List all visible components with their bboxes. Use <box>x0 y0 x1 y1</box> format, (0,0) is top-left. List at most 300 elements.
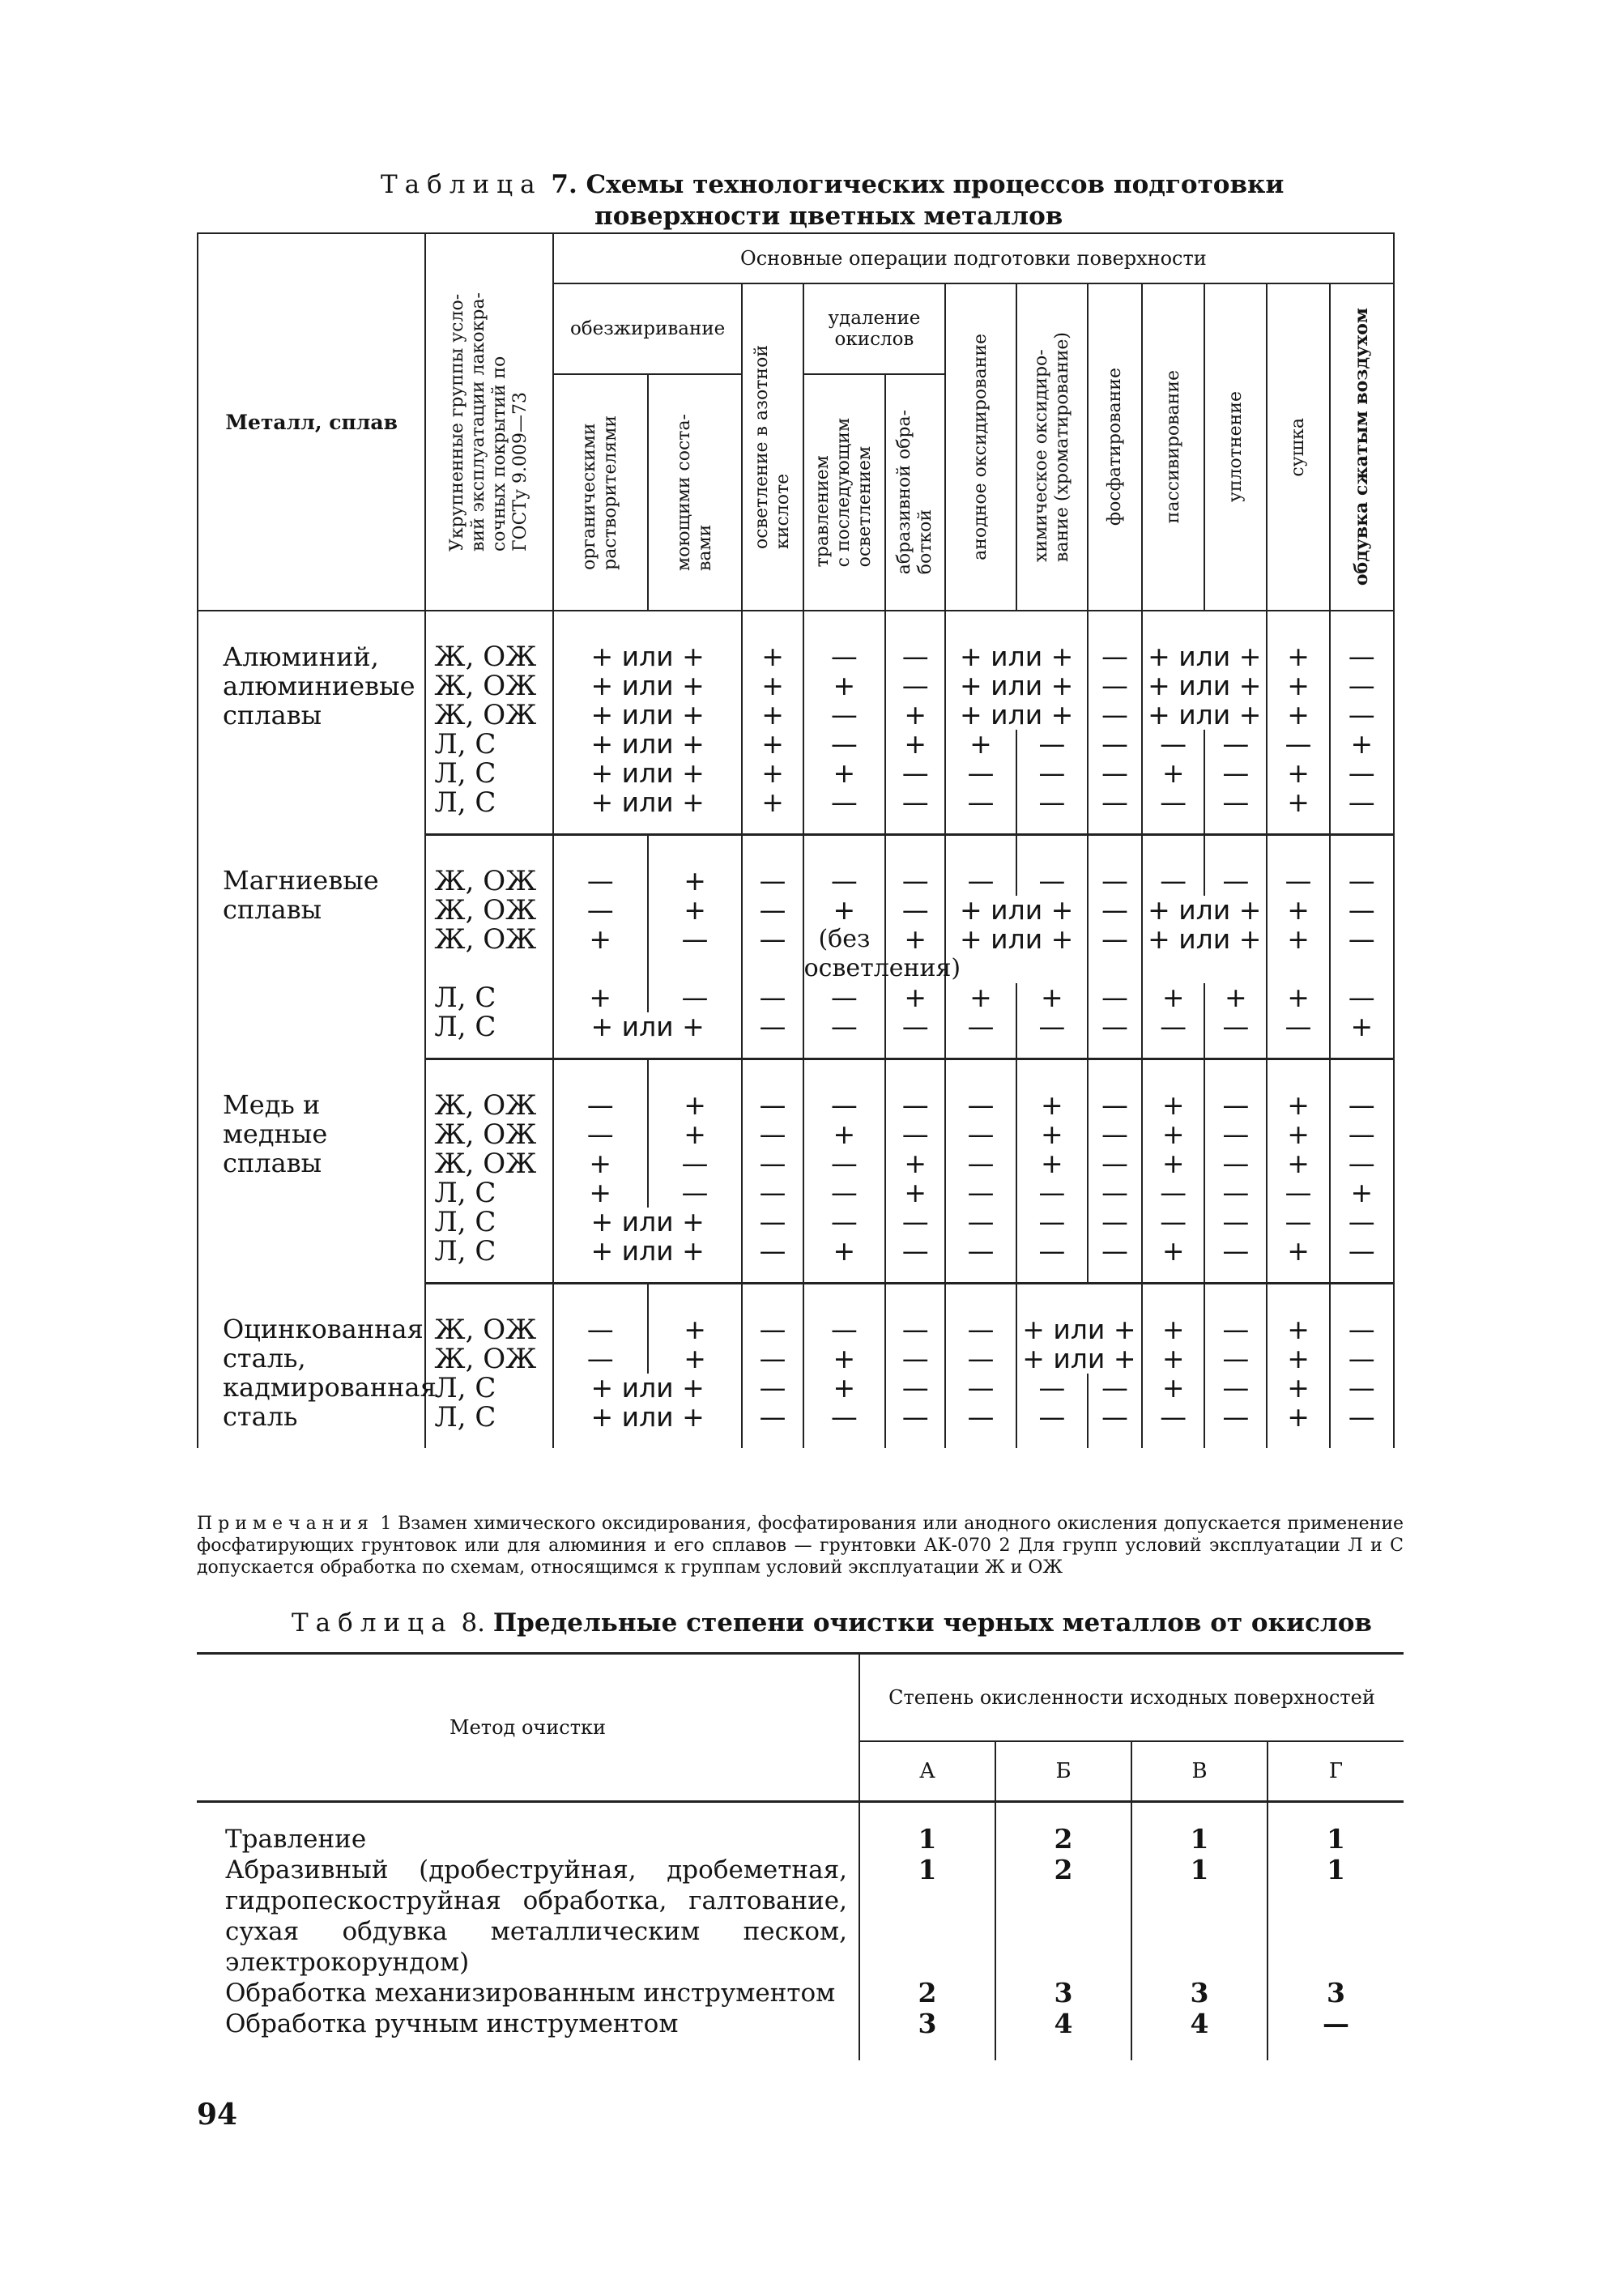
phosphate-cell: — <box>1088 925 1142 983</box>
pickling-cell: + <box>803 671 886 701</box>
blowing-cell: — <box>1330 983 1394 1012</box>
washing-cell: + <box>648 1284 743 1345</box>
value-cell: 2 <box>1054 1854 1073 1885</box>
pickling-cell: — <box>803 730 886 759</box>
passivation-cell: + <box>1142 1344 1204 1374</box>
anodic-cell: — <box>945 1237 1016 1284</box>
sealing-cell: — <box>1204 1012 1267 1059</box>
degrease-cell: + или + <box>553 1403 743 1448</box>
nitric-cell: — <box>742 1403 803 1448</box>
table7-title-prefix: Таблица <box>381 170 543 199</box>
blowing-cell: + <box>1330 730 1394 759</box>
sealing-cell: — <box>1204 730 1267 759</box>
organic-cell: + <box>553 983 648 1012</box>
group-cell: Ж, ОЖ <box>425 1120 552 1149</box>
table7-notes <box>197 1513 1404 1578</box>
col-organic-header <box>553 374 648 611</box>
chemical-cell: + <box>1016 1120 1088 1149</box>
table7-title-line2: поверхности цветных металлов <box>594 202 1063 231</box>
washing-cell: + <box>648 1344 743 1374</box>
col-phosphate-header <box>1088 283 1142 611</box>
col-abrasive-header <box>885 374 945 611</box>
chemical-cell: + <box>1016 1059 1088 1121</box>
sealing-cell: — <box>1204 1120 1267 1149</box>
value-cell: 3 <box>1054 1977 1073 2008</box>
abrasive-cell: — <box>885 896 945 925</box>
degrease-cell: + или + <box>553 611 743 671</box>
blowing-cell: + <box>1330 1178 1394 1208</box>
anodic-chemical-cell: + или + <box>945 925 1088 983</box>
passivation-cell: — <box>1142 1208 1204 1237</box>
anodic-cell: — <box>945 1344 1016 1374</box>
table-row <box>198 611 1394 671</box>
method-name: Обработка ручным инструментом <box>225 2009 679 2038</box>
abrasive-cell: + <box>885 701 945 730</box>
chemical-phosphate-cell: + или + <box>1016 1284 1142 1345</box>
pickling-cell: — <box>803 701 886 730</box>
abrasive-cell: — <box>885 1344 945 1374</box>
sealing-cell: — <box>1204 788 1267 835</box>
table7-title <box>381 168 1285 232</box>
value-cell: 4 <box>1190 2008 1209 2039</box>
anodic-cell: — <box>945 1403 1016 1448</box>
anodic-cell: — <box>945 1120 1016 1149</box>
pickling-cell: (без осветления) <box>803 925 961 982</box>
degrease-cell: + или + <box>553 1208 743 1237</box>
anodic-chemical-cell: + или + <box>945 896 1088 925</box>
passivation-cell: — <box>1142 1012 1204 1059</box>
drying-cell: + <box>1267 983 1329 1012</box>
phosphate-cell: — <box>1088 1059 1142 1121</box>
passivation-cell: + <box>1142 1120 1204 1149</box>
value-cell: 1 <box>1327 1823 1345 1855</box>
passivation-cell: — <box>1142 730 1204 759</box>
passivation-cell: — <box>1142 835 1204 897</box>
organic-cell: — <box>553 1344 648 1374</box>
passivation-cell: + <box>1142 759 1204 788</box>
group-cell: Л, С <box>425 759 552 788</box>
abrasive-cell: — <box>885 1059 945 1121</box>
degrease-cell: + или + <box>553 759 743 788</box>
abrasive-cell: — <box>885 1403 945 1448</box>
col-b-values <box>995 1802 1131 2061</box>
passivation-cell: — <box>1142 788 1204 835</box>
anodic-cell: — <box>945 1149 1016 1178</box>
value-cell: 3 <box>1190 1977 1209 2008</box>
page-number: 94 <box>197 2098 238 2132</box>
metal-name: Магниевые сплавы <box>198 835 425 1059</box>
abrasive-cell: — <box>885 1208 945 1237</box>
blowing-cell: — <box>1330 1344 1394 1374</box>
table8-title-text: Предельные степени очистки черных металлов от окислов <box>492 1608 1372 1638</box>
col-letter-g: Г <box>1268 1741 1404 1802</box>
phosphate-cell: — <box>1088 788 1142 835</box>
abrasive-cell: — <box>885 671 945 701</box>
col-groups-label: Укрупненные группы усло- вий эксплуатации лакокра- сочных покрытий по ГОСТу 9.009—73 <box>447 292 531 552</box>
table7-title-line1: 7. Схемы технологических процессов подготовки <box>551 170 1285 199</box>
pickling-cell: — <box>803 835 886 897</box>
drying-cell: — <box>1267 1012 1329 1059</box>
chemical-cell: — <box>1016 1178 1088 1208</box>
group-cell: Л, С <box>425 1178 552 1208</box>
col-degree-header: Степень окисленности исходных поверхностей <box>859 1654 1404 1741</box>
group-cell: Л, С <box>425 1012 552 1059</box>
abrasive-cell: — <box>885 788 945 835</box>
phosphate-cell: — <box>1088 1237 1142 1284</box>
nitric-cell: — <box>742 1284 803 1345</box>
washing-cell: + <box>648 1059 743 1121</box>
pickling-cell: — <box>803 1284 886 1345</box>
nitric-cell: + <box>742 701 803 730</box>
col-drying-label: сушка <box>1288 417 1309 477</box>
pickling-cell: + <box>803 1120 886 1149</box>
pickling-cell: — <box>803 1059 886 1121</box>
phosphate-cell: — <box>1088 1012 1142 1059</box>
anodic-cell: — <box>945 1374 1016 1403</box>
passivation-cell: + <box>1142 1284 1204 1345</box>
passivation-sealing-cell: + или + <box>1142 925 1267 983</box>
organic-cell: — <box>553 896 648 925</box>
group-cell: Л, С <box>425 730 552 759</box>
degrease-cell: + или + <box>553 701 743 730</box>
phosphate-cell: — <box>1088 896 1142 925</box>
value-cell: 3 <box>918 2008 937 2039</box>
drying-cell: + <box>1267 671 1329 701</box>
anodic-cell: — <box>945 835 1016 897</box>
value-cell: 4 <box>1054 2008 1073 2039</box>
chemical-cell: — <box>1016 835 1088 897</box>
degrease-cell: + или + <box>553 671 743 701</box>
passivation-cell: + <box>1142 983 1204 1012</box>
nitric-cell: + <box>742 759 803 788</box>
organic-cell: — <box>553 1059 648 1121</box>
group-cell: Ж, ОЖ <box>425 925 552 983</box>
blowing-cell: + <box>1330 1012 1394 1059</box>
col-letter-b: Б <box>995 1741 1131 1802</box>
passivation-cell: + <box>1142 1237 1204 1284</box>
abrasive-cell: + <box>885 1178 945 1208</box>
col-metal-header: Металл, сплав <box>198 233 425 611</box>
abrasive-cell: — <box>885 611 945 671</box>
passivation-sealing-cell: + или + <box>1142 896 1267 925</box>
abrasive-cell: — <box>885 1120 945 1149</box>
blowing-cell: — <box>1330 1374 1394 1403</box>
nitric-cell: — <box>742 1120 803 1149</box>
sealing-cell: — <box>1204 1374 1267 1403</box>
phosphate-cell: — <box>1088 1374 1142 1403</box>
nitric-cell: — <box>742 1374 803 1403</box>
nitric-cell: — <box>742 896 803 925</box>
degrease-cell: + или + <box>553 1374 743 1403</box>
col-abrasive-label: абразивной обра- боткой <box>894 410 936 575</box>
anodic-cell: — <box>945 1178 1016 1208</box>
washing-cell: + <box>648 1120 743 1149</box>
organic-cell: + <box>553 1149 648 1178</box>
col-phosphate-label: фосфатирование <box>1104 368 1125 526</box>
drying-cell: + <box>1267 1374 1329 1403</box>
chemical-cell: — <box>1016 788 1088 835</box>
passivation-sealing-cell: + или + <box>1142 611 1267 671</box>
phosphate-cell: — <box>1088 611 1142 671</box>
pickling-cell: + <box>803 1237 886 1284</box>
group-cell: Ж, ОЖ <box>425 1344 552 1374</box>
col-v-values <box>1131 1802 1268 2061</box>
col-nitric-header <box>742 283 803 611</box>
pickling-cell: — <box>803 1178 886 1208</box>
notes-text: 1 Взамен химического оксидирования, фосфатирования или анодного окисления допускается применение фосфатирующих грунтовок или для алюминия и его сплавов — грунтовки АК-070 2 Для групп условий эксплуатации Л и С допускается обработка по схемам, относящимся к группам условий эксплуатации Ж и ОЖ <box>197 1514 1404 1578</box>
passivation-cell: + <box>1142 1149 1204 1178</box>
pickling-cell: + <box>803 1374 886 1403</box>
col-sealing-label: уплотнение <box>1225 391 1246 503</box>
organic-cell: — <box>553 835 648 897</box>
nitric-cell: + <box>742 730 803 759</box>
abrasive-cell: — <box>885 1374 945 1403</box>
pickling-cell: — <box>803 788 886 835</box>
blowing-cell: — <box>1330 759 1394 788</box>
col-nitric-label: осветление в азотной кислоте <box>752 345 794 549</box>
anodic-cell: + <box>945 983 1016 1012</box>
phosphate-cell: — <box>1088 983 1142 1012</box>
col-passivation-header <box>1142 283 1204 611</box>
drying-cell: + <box>1267 1149 1329 1178</box>
group-cell: Ж, ОЖ <box>425 1149 552 1178</box>
drying-cell: — <box>1267 835 1329 897</box>
col-anodic-label: анодное оксидирование <box>969 334 991 560</box>
nitric-cell: + <box>742 611 803 671</box>
drying-cell: + <box>1267 1237 1329 1284</box>
table-row <box>197 1802 1404 2061</box>
blowing-cell: — <box>1330 1284 1394 1345</box>
method-name: Травление <box>225 1825 367 1854</box>
passivation-cell: + <box>1142 1059 1204 1121</box>
chemical-cell: — <box>1016 1374 1088 1403</box>
passivation-sealing-cell: + или + <box>1142 701 1267 730</box>
organic-cell: + <box>553 1178 648 1208</box>
value-cell: 1 <box>918 1823 937 1855</box>
sealing-cell: — <box>1204 1237 1267 1284</box>
passivation-cell: — <box>1142 1178 1204 1208</box>
degrease-cell: + или + <box>553 730 743 759</box>
anodic-cell: — <box>945 1284 1016 1345</box>
col-organic-label: органическими растворителями <box>579 415 621 570</box>
chemical-cell: — <box>1016 1208 1088 1237</box>
value-cell: 2 <box>1054 1823 1073 1855</box>
degrease-group-header: обезжиривание <box>553 283 743 374</box>
group-cell: Ж, ОЖ <box>425 835 552 897</box>
col-anodic-header <box>945 283 1016 611</box>
metal-name: Медь и медные сплавы <box>198 1059 425 1284</box>
oxide-group-header: удаление окислов <box>803 283 946 374</box>
sealing-cell: — <box>1204 759 1267 788</box>
phosphate-cell: — <box>1088 759 1142 788</box>
nitric-cell: — <box>742 1178 803 1208</box>
degrease-cell: + или + <box>553 1012 743 1059</box>
col-chemical-label: химическое оксидиро- вание (хроматирование) <box>1030 332 1072 562</box>
anodic-cell: — <box>945 1208 1016 1237</box>
value-cell: 2 <box>918 1977 937 2008</box>
abrasive-cell: — <box>885 759 945 788</box>
drying-cell: + <box>1267 925 1329 983</box>
drying-cell: — <box>1267 730 1329 759</box>
group-cell: Л, С <box>425 983 552 1012</box>
phosphate-cell: — <box>1088 1178 1142 1208</box>
chemical-cell: — <box>1016 759 1088 788</box>
phosphate-cell: — <box>1088 671 1142 701</box>
col-washing-label: моющими соста- вами <box>674 413 716 571</box>
value-cell: 1 <box>1190 1823 1209 1855</box>
group-cell: Л, С <box>425 1403 552 1448</box>
value-cell: 3 <box>1327 1977 1345 2008</box>
passivation-cell: + <box>1142 1374 1204 1403</box>
nitric-cell: — <box>742 1059 803 1121</box>
group-cell: Ж, ОЖ <box>425 611 552 671</box>
group-cell: Ж, ОЖ <box>425 671 552 701</box>
chemical-cell: — <box>1016 1403 1088 1448</box>
phosphate-cell: — <box>1088 1149 1142 1178</box>
pickling-cell: — <box>803 1149 886 1178</box>
col-a-values <box>859 1802 995 2061</box>
table7 <box>197 232 1395 1448</box>
blowing-cell: — <box>1330 788 1394 835</box>
sealing-cell: — <box>1204 1284 1267 1345</box>
col-blowing-header <box>1330 283 1394 611</box>
pickling-cell: + <box>803 896 886 925</box>
blowing-cell: — <box>1330 1208 1394 1237</box>
chemical-cell: — <box>1016 1012 1088 1059</box>
nitric-cell: — <box>742 1237 803 1284</box>
washing-cell: + <box>648 896 743 925</box>
pickling-cell: — <box>803 1012 886 1059</box>
blowing-cell: — <box>1330 1149 1394 1178</box>
col-blowing-label: обдувка сжатым воздухом <box>1351 308 1373 586</box>
blowing-cell: — <box>1330 1059 1394 1121</box>
anodic-chemical-cell: + или + <box>945 611 1088 671</box>
pickling-cell: + <box>803 1344 886 1374</box>
group-cell: Л, С <box>425 1237 552 1284</box>
col-pickling-header <box>803 374 886 611</box>
phosphate-cell: — <box>1088 701 1142 730</box>
group-cell: Л, С <box>425 1208 552 1237</box>
organic-cell: + <box>553 925 648 983</box>
chemical-cell: — <box>1016 1237 1088 1284</box>
pickling-cell: — <box>803 611 886 671</box>
drying-cell: + <box>1267 1120 1329 1149</box>
blowing-cell: — <box>1330 1403 1394 1448</box>
abrasive-cell: + <box>885 925 945 983</box>
nitric-cell: + <box>742 671 803 701</box>
blowing-cell: — <box>1330 611 1394 671</box>
passivation-sealing-cell: + или + <box>1142 671 1267 701</box>
drying-cell: — <box>1267 1178 1329 1208</box>
sealing-cell: — <box>1204 1344 1267 1374</box>
abrasive-cell: — <box>885 835 945 897</box>
drying-cell: + <box>1267 1344 1329 1374</box>
phosphate-cell: — <box>1088 835 1142 897</box>
chemical-cell: + <box>1016 983 1088 1012</box>
method-name: Абразивный (дробеструйная, дробеметная, гидропескоструйная обработка, галтование, сухая обдувка металлическим песком, электрокорундом) <box>225 1855 847 1977</box>
anodic-chemical-cell: + или + <box>945 701 1088 730</box>
phosphate-cell: — <box>1088 1120 1142 1149</box>
group-cell: Ж, ОЖ <box>425 1284 552 1345</box>
col-method-header: Метод очистки <box>197 1654 859 1802</box>
blowing-cell: — <box>1330 925 1394 983</box>
anodic-cell: — <box>945 1012 1016 1059</box>
phosphate-cell: — <box>1088 730 1142 759</box>
washing-cell: — <box>648 925 743 983</box>
phosphate-cell: — <box>1088 1403 1142 1448</box>
nitric-cell: — <box>742 1344 803 1374</box>
pickling-cell: — <box>803 1403 886 1448</box>
group-cell: Ж, ОЖ <box>425 896 552 925</box>
chemical-cell: — <box>1016 730 1088 759</box>
drying-cell: + <box>1267 788 1329 835</box>
drying-cell: + <box>1267 1284 1329 1345</box>
drying-cell: + <box>1267 1059 1329 1121</box>
anodic-cell: — <box>945 788 1016 835</box>
drying-cell: + <box>1267 759 1329 788</box>
col-pickling-label: травлением с последующим осветлением <box>812 417 876 568</box>
sealing-cell: + <box>1204 983 1267 1012</box>
group-cell: Л, С <box>425 1374 552 1403</box>
sealing-cell: — <box>1204 1208 1267 1237</box>
nitric-cell: — <box>742 983 803 1012</box>
sealing-cell: — <box>1204 835 1267 897</box>
abrasive-cell: + <box>885 983 945 1012</box>
passivation-cell: — <box>1142 1403 1204 1448</box>
sealing-cell: — <box>1204 1403 1267 1448</box>
table-row <box>198 1059 1394 1121</box>
notes-label: Примечания <box>197 1514 374 1534</box>
anodic-cell: — <box>945 1059 1016 1121</box>
abrasive-cell: + <box>885 1149 945 1178</box>
group-cell: Ж, ОЖ <box>425 701 552 730</box>
group-cell: Ж, ОЖ <box>425 1059 552 1121</box>
metal-name: Оцинкованная сталь, кадмированная сталь <box>198 1284 425 1449</box>
washing-cell: + <box>648 835 743 897</box>
drying-cell: + <box>1267 896 1329 925</box>
washing-cell: — <box>648 983 743 1012</box>
col-g-values <box>1268 1802 1404 2061</box>
blowing-cell: — <box>1330 671 1394 701</box>
value-cell: — <box>1323 2008 1349 2039</box>
nitric-cell: — <box>742 835 803 897</box>
col-letter-v: В <box>1131 1741 1268 1802</box>
abrasive-cell: — <box>885 1237 945 1284</box>
col-washing-header <box>648 374 743 611</box>
abrasive-cell: — <box>885 1012 945 1059</box>
nitric-cell: — <box>742 1149 803 1178</box>
washing-cell: — <box>648 1178 743 1208</box>
metal-name: Алюминий, алюминиевые сплавы <box>198 611 425 835</box>
value-cell: 1 <box>918 1854 937 1885</box>
organic-cell: — <box>553 1284 648 1345</box>
table8-title-num: 8. <box>461 1608 486 1638</box>
pickling-cell: — <box>803 1208 886 1237</box>
table-row <box>198 1284 1394 1345</box>
ops-header: Основные операции подготовки поверхности <box>553 233 1394 283</box>
col-passivation-label: пассивирование <box>1162 370 1183 524</box>
method-name: Обработка механизированным инструментом <box>225 1979 836 2008</box>
blowing-cell: — <box>1330 1237 1394 1284</box>
chemical-cell: + <box>1016 1149 1088 1178</box>
sealing-cell: — <box>1204 1149 1267 1178</box>
col-drying-header <box>1267 283 1329 611</box>
table8-title <box>292 1608 1372 1638</box>
degrease-cell: + или + <box>553 1237 743 1284</box>
drying-cell: — <box>1267 1208 1329 1237</box>
blowing-cell: — <box>1330 896 1394 925</box>
table8 <box>197 1652 1404 2060</box>
